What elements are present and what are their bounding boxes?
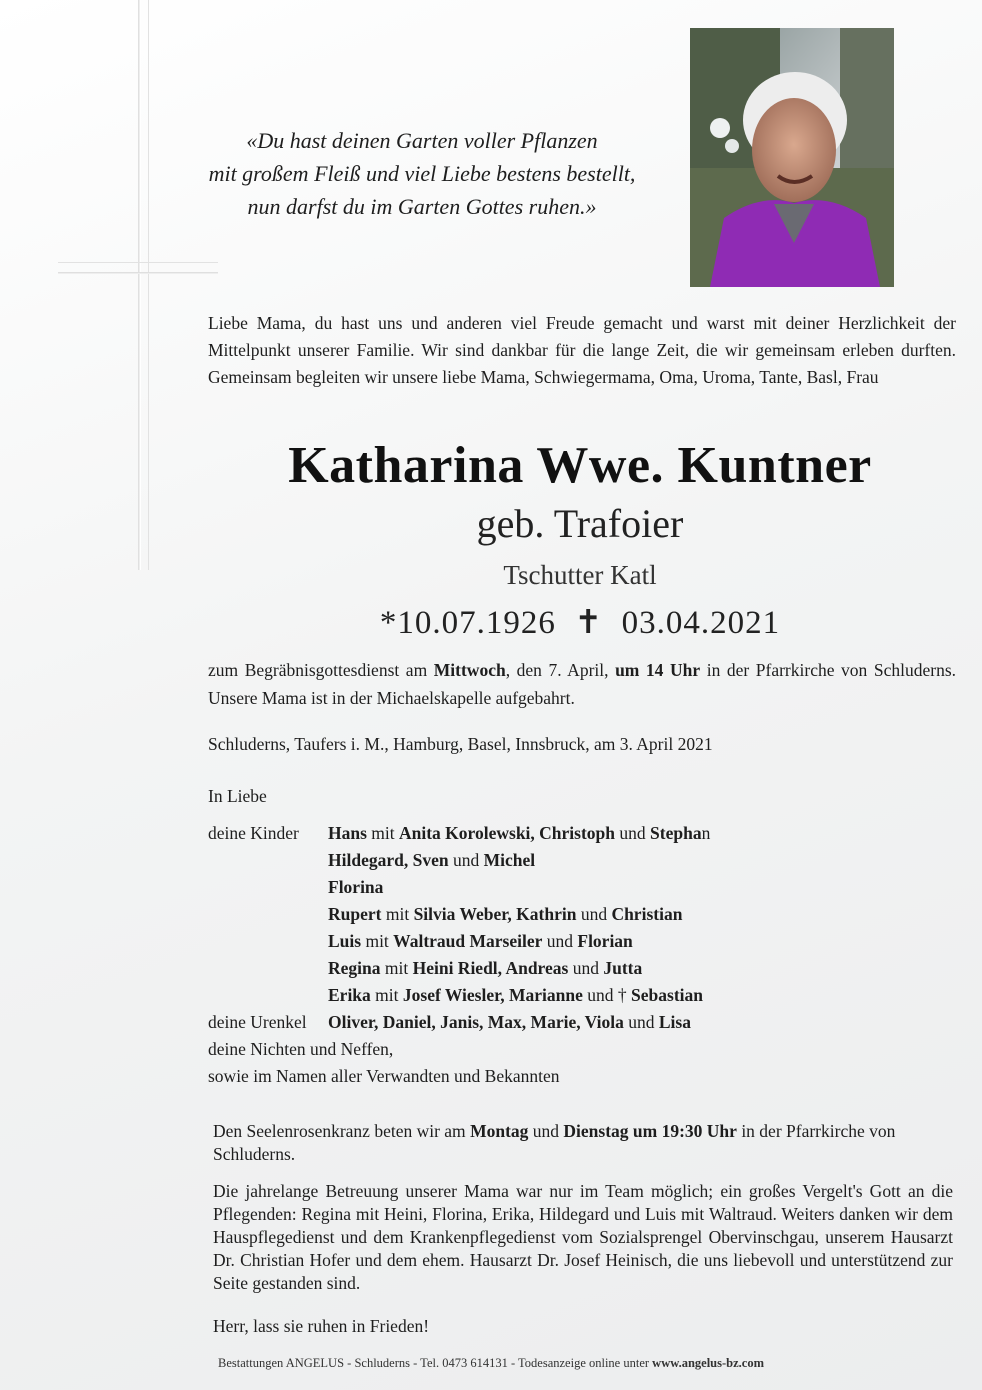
birth-name: geb. Trafoier [476, 501, 684, 546]
child-line [328, 901, 710, 928]
family-name: Hans [328, 823, 367, 843]
family-name: Michel [483, 850, 536, 870]
child-line [328, 955, 710, 982]
cross-icon: ✝ [574, 605, 604, 641]
family-name: Anita Korolewski, Christoph [399, 823, 616, 843]
family-name: Silvia Weber, Kathrin [413, 904, 577, 924]
quote-line-1: «Du hast deinen Garten voller Pflanzen [246, 128, 598, 153]
connector-text: mit [370, 985, 403, 1005]
cross-horizontal-line [58, 272, 218, 274]
children-lines [328, 820, 710, 1009]
footer [0, 1356, 982, 1371]
family-name: Heini Riedl, Andreas [412, 958, 569, 978]
funeral-paragraph: zum Begräbnisgottesdienst am Mittwoch, den 7. April, um 14 Uhr in der Pfarrkirche von Schluderns. Unsere Mama ist in der Michaelskapelle aufgebahrt. [208, 660, 956, 708]
family-name: Christian [611, 904, 683, 924]
family-name: Luis [328, 931, 362, 951]
greatgrandchildren-row [208, 1009, 956, 1036]
nickname: Tschutter Katl [503, 560, 657, 590]
family-name: Oliver, Daniel, Janis, Max, Marie, Viola [328, 1012, 624, 1032]
rosary-paragraph: Den Seelenrosenkranz beten wir am Montag und Dienstag um 19:30 Uhr in der Pfarrkirche von Schluderns. [213, 1121, 896, 1164]
family-name: Hildegard, Sven [328, 850, 449, 870]
quote-line-2: mit großem Fleiß und viel Liebe bestens bestellt, [208, 161, 636, 186]
child-line [328, 847, 710, 874]
connector-text: und [568, 958, 604, 978]
child-line [328, 982, 710, 1009]
connector-text: mit [380, 958, 413, 978]
greatgrand-label: deine Urenkel [208, 1012, 307, 1032]
places-and-date: Schluderns, Taufers i. M., Hamburg, Basel, Innsbruck, am 3. April 2021 [208, 734, 713, 754]
death-date: 03.04.2021 [621, 605, 781, 641]
family-name: Waltraud Marseiler [393, 931, 543, 951]
family-name: Sebastian [631, 985, 703, 1005]
connector-text: und [623, 1012, 659, 1032]
family-name: Rupert [328, 904, 382, 924]
family-name: Regina [328, 958, 381, 978]
birth-date: 10.07.1926 [397, 605, 556, 641]
thanks-paragraph: Die jahrelange Betreuung unserer Mama war nur im Team möglich; ein großes Vergelt's Gott an die Pflegenden: Regina mit Heini, Florina, Erika, Hildegard und Luis mit Waltraud. Weiters danken wir dem Hauspflegedienst und dem Krankenpflegedienst vom Sozialsprengel Obervinschgau, unserem Hausarzt Dr. Christian Hofer und dem ehem. Hausarzt Dr. Josef Heinisch, die uns liebevoll und unterstützend zur Seite gestanden sind. [213, 1181, 953, 1293]
family-name: Lisa [658, 1012, 691, 1032]
deceased-name: Katharina Wwe. Kuntner [288, 437, 872, 494]
intro-paragraph: Liebe Mama, du hast uns und anderen viel Freude gemacht und warst mit deiner Herzlichkeit der Mittelpunkt unserer Familie. Wir sind dankbar für die lange Zeit, die wir gemeinsam erleben durften. Gemeinsam begleiten wir unsere liebe Mama, Schwiegermama, Oma, Uroma, Tante, Basl, Frau [208, 313, 956, 387]
closing-line: Herr, lass sie ruhen in Frieden! [213, 1316, 430, 1336]
children-block [208, 820, 956, 1009]
family-name: Josef Wiesler, Marianne [402, 985, 583, 1005]
greatgrand-names [328, 1009, 691, 1036]
quote-line-3: nun darfst du im Garten Gottes ruhen.» [247, 194, 597, 219]
family-name: Jutta [603, 958, 643, 978]
cross-vertical-line [138, 0, 140, 570]
connector-text: und † [582, 985, 632, 1005]
footer-url[interactable]: www.angelus-bz.com [652, 1356, 764, 1370]
child-line [328, 874, 710, 901]
nieces-line: deine Nichten und Neffen, [208, 1039, 394, 1059]
cross-horizontal-line-shadow [58, 262, 218, 263]
connector-text: und [576, 904, 612, 924]
connector-text: und [448, 850, 484, 870]
cross-vertical-line-shadow [148, 0, 149, 570]
connector-text: und [542, 931, 578, 951]
portrait-photo [690, 28, 894, 287]
children-label: deine Kinder [208, 823, 299, 843]
relatives-line: sowie im Namen aller Verwandten und Bekannten [208, 1066, 560, 1086]
child-line [328, 928, 710, 955]
connector-text: n [701, 823, 711, 843]
footer-text: Bestattungen ANGELUS - Schluderns - Tel. 0473 614131 - Todesanzeige online unter [218, 1356, 653, 1370]
connector-text: und [615, 823, 651, 843]
life-dates [150, 602, 982, 642]
in-liebe: In Liebe [208, 786, 267, 806]
family-name: Stepha [650, 823, 702, 843]
family-list [208, 820, 956, 1090]
birth-star-icon: * [379, 605, 398, 641]
connector-text: mit [381, 904, 414, 924]
connector-text: mit [366, 823, 399, 843]
connector-text: mit [361, 931, 394, 951]
family-name: Florina [328, 877, 384, 897]
memorial-quote [186, 124, 658, 223]
child-line [328, 820, 710, 847]
family-name: Erika [328, 985, 371, 1005]
family-name: Florian [577, 931, 633, 951]
